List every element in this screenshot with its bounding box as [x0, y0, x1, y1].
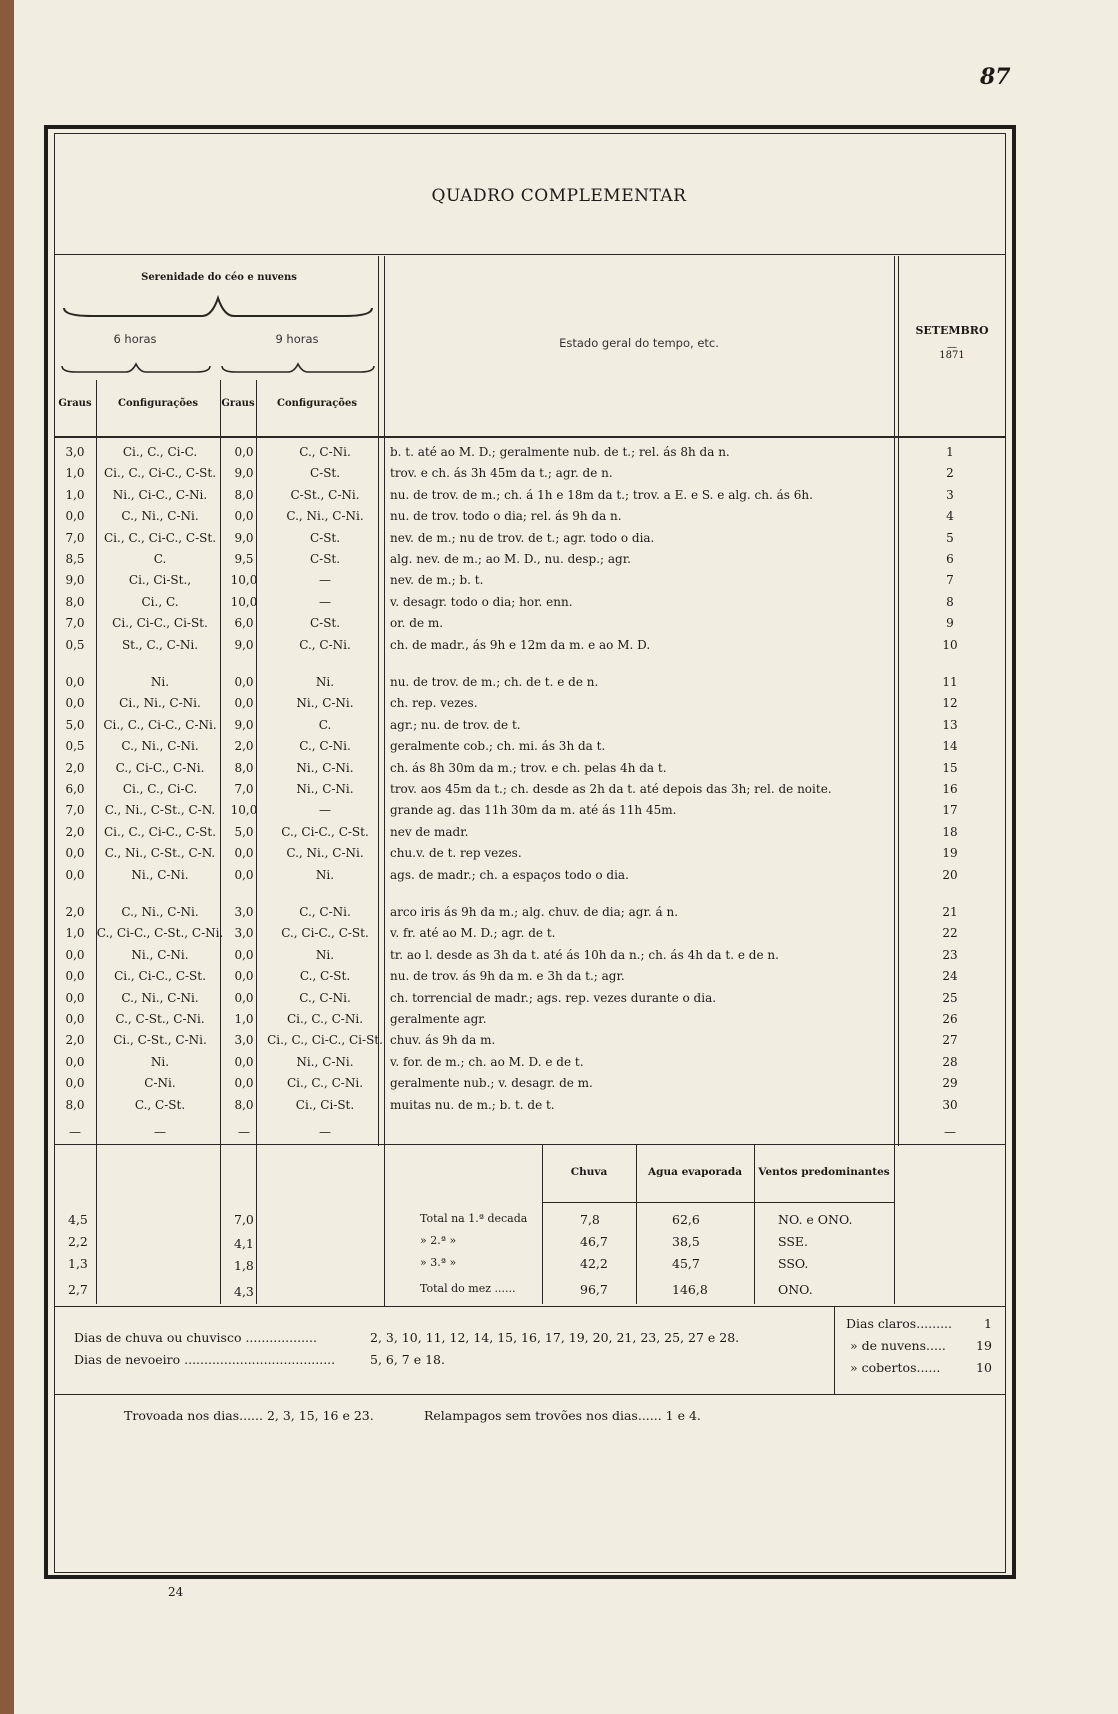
dias-claros-label: Dias claros.........	[846, 1316, 952, 1331]
config-6h: C.	[153, 552, 167, 566]
footer-top-rule	[54, 1306, 1006, 1307]
brace	[220, 360, 376, 378]
dias-nuvens-count: 19	[976, 1338, 992, 1353]
config-9h: C., Ci-C., C-St.	[281, 824, 369, 839]
graus-6h: 0,5	[65, 739, 85, 754]
summary-graus-6h: 1,3	[68, 1256, 88, 1271]
dash: —	[154, 1125, 166, 1139]
config-6h: C., Ci-C., C-Ni.	[115, 760, 205, 775]
header-config-9h: Configurações	[277, 398, 357, 409]
graus-6h: 3,0	[65, 445, 85, 459]
table-row	[56, 715, 1004, 736]
dia: 30	[942, 1097, 958, 1112]
graus-6h: 7,0	[65, 616, 85, 631]
graus-6h: 0,0	[65, 509, 85, 524]
page-number: 87	[980, 64, 1011, 90]
dia: 8	[946, 594, 954, 609]
config-9h: C., Ni., C-Ni.	[286, 509, 364, 524]
graus-9h: 10,0	[230, 803, 258, 818]
summary-agua: 146,8	[672, 1282, 708, 1297]
config-9h: C., C-Ni.	[299, 637, 351, 652]
graus-6h: 9,0	[65, 573, 85, 588]
summary-label: » 3.ª »	[420, 1256, 457, 1269]
dash: —	[69, 1125, 81, 1139]
config-6h: C., Ci-C., C-St., C-Ni.	[96, 926, 224, 941]
header-top-rule	[54, 254, 1006, 255]
page-title: QUADRO COMPLEMENTAR	[431, 186, 687, 206]
header-year-dash: —	[947, 342, 957, 353]
config-6h: Ni., C-Ni.	[131, 947, 189, 962]
brace	[62, 294, 374, 320]
col-divider	[834, 1306, 835, 1394]
dia: 7	[946, 573, 954, 588]
dia: 12	[942, 696, 958, 711]
table-row	[56, 1052, 1004, 1073]
summary-graus-9h: 4,3	[234, 1284, 254, 1299]
graus-9h: 0,0	[234, 969, 254, 984]
graus-9h: 0,0	[234, 509, 254, 524]
graus-9h: 5,0	[234, 824, 254, 839]
graus-6h: 5,0	[65, 717, 85, 732]
config-6h: Ci., C., Ci-C.	[122, 782, 198, 796]
config-6h: C., C-St.	[134, 1097, 186, 1112]
config-6h: Ci., C., Ci-C., C-Ni.	[103, 717, 217, 732]
summary-label: Total na 1.ª decada	[420, 1212, 528, 1225]
summary-chuva: 96,7	[580, 1282, 608, 1297]
graus-9h: 0,0	[234, 846, 254, 861]
relampagos-days: Relampagos sem trovões nos dias...... 1 e 4.	[424, 1408, 701, 1423]
summary-top-rule	[54, 1144, 1006, 1145]
graus-6h: 0,5	[65, 637, 85, 652]
table-row	[56, 736, 1004, 757]
dia: 21	[942, 905, 958, 919]
dia: 4	[946, 509, 954, 524]
header-config-6h: Configurações	[118, 398, 198, 409]
config-9h: Ni.	[315, 947, 335, 962]
graus-6h: 8,5	[65, 552, 85, 566]
estado-geral: nev. de m.; nu de trov. de t.; agr. todo o dia.	[390, 530, 655, 545]
estado-geral: trov. aos 45m da t.; ch. desde as 2h da t. até depois das 3h; rel. de noite.	[390, 782, 832, 796]
graus-6h: 0,0	[65, 675, 85, 689]
dia: 23	[942, 947, 958, 962]
graus-9h: 9,0	[234, 637, 254, 652]
graus-9h: 2,0	[234, 739, 254, 754]
config-9h: C.	[318, 717, 332, 732]
graus-9h: 9,5	[234, 552, 254, 566]
dia: 13	[942, 717, 958, 732]
graus-6h: 2,0	[65, 824, 85, 839]
summary-chuva: 42,2	[580, 1256, 608, 1271]
dia: 15	[942, 760, 958, 775]
config-9h: —	[319, 594, 331, 609]
estado-geral: nu. de trov. todo o dia; rel. ás 9h da n.	[390, 509, 622, 524]
table-row	[56, 672, 1004, 693]
dia: 27	[942, 1033, 958, 1048]
summary-agua: 38,5	[672, 1234, 700, 1249]
config-6h: C., Ni., C-Ni.	[121, 739, 199, 754]
table-row	[56, 442, 1004, 463]
estado-geral: nu. de trov. ás 9h da m. e 3h da t.; agr.	[390, 969, 625, 984]
estado-geral: ch. rep. vezes.	[390, 696, 478, 711]
config-9h: C-St.	[309, 552, 341, 566]
config-9h: C., C-Ni.	[299, 990, 351, 1005]
graus-6h: 0,0	[65, 969, 85, 984]
estado-geral: tr. ao l. desde as 3h da t. até ás 10h da n.; ch. ás 4h da t. e de n.	[390, 947, 779, 962]
graus-9h: 0,0	[234, 867, 254, 882]
table-row	[56, 1030, 1004, 1051]
config-9h: —	[319, 803, 331, 818]
graus-9h: 0,0	[234, 1076, 254, 1091]
estado-geral: ch. de madr., ás 9h e 12m da m. e ao M. D.	[390, 637, 651, 652]
dia: 16	[942, 782, 958, 796]
config-9h: C., C-Ni.	[299, 739, 351, 754]
config-9h: —	[319, 573, 331, 588]
estado-geral: v. desagr. todo o dia; hor. enn.	[390, 594, 573, 609]
config-6h: Ci., Ci-St.,	[128, 573, 192, 588]
graus-9h: 6,0	[234, 616, 254, 631]
table-row	[56, 613, 1004, 634]
graus-9h: 9,0	[234, 530, 254, 545]
dia: 24	[942, 969, 958, 984]
table-row	[56, 988, 1004, 1009]
header-ventos: Ventos predominantes	[758, 1166, 890, 1178]
config-9h: Ni., C-Ni.	[296, 782, 354, 796]
dash: —	[238, 1125, 250, 1139]
graus-9h: 9,0	[234, 466, 254, 481]
table-row	[56, 758, 1004, 779]
estado-geral: nev. de m.; b. t.	[390, 573, 484, 588]
config-6h: Ni.	[150, 1054, 170, 1069]
graus-6h: 1,0	[65, 466, 85, 481]
config-6h: St., C., C-Ni.	[121, 637, 199, 652]
dia: 22	[942, 926, 958, 941]
config-6h: Ci., Ci-C., Ci-St.	[112, 616, 208, 631]
graus-6h: 7,0	[65, 803, 85, 818]
graus-6h: 2,0	[65, 760, 85, 775]
dia: 2	[946, 466, 954, 481]
summary-graus-9h: 4,1	[234, 1236, 254, 1251]
estado-geral: chu.v. de t. rep vezes.	[390, 846, 522, 861]
estado-geral: geralmente nub.; v. desagr. de m.	[390, 1076, 593, 1091]
dia: 1	[946, 445, 954, 459]
graus-6h: 1,0	[65, 487, 85, 502]
estado-geral: nev de madr.	[390, 824, 469, 839]
config-9h: Ni., C-Ni.	[296, 696, 354, 711]
config-6h: Ci., Ni., C-Ni.	[119, 696, 201, 711]
summary-ventos: SSO.	[778, 1256, 809, 1271]
table-row	[56, 822, 1004, 843]
dia: 3	[946, 487, 954, 502]
config-9h: Ci., Ci-St.	[295, 1097, 355, 1112]
graus-9h: 0,0	[234, 696, 254, 711]
config-6h: Ci., C., Ci-C., C-St.	[103, 530, 217, 545]
header-6h: 6 horas	[113, 332, 157, 346]
chuva-days: 2, 3, 10, 11, 12, 14, 15, 16, 17, 19, 20, 21, 23, 25, 27 e 28.	[370, 1330, 740, 1345]
graus-9h: 8,0	[234, 760, 254, 775]
estado-geral: ch. ás 8h 30m da m.; trov. e ch. pelas 4h da t.	[390, 760, 667, 775]
header-year: 1871	[939, 350, 965, 361]
config-6h: Ci., C-St., C-Ni.	[113, 1033, 207, 1048]
estado-geral: arco iris ás 9h da m.; alg. chuv. de dia; agr. á n.	[390, 905, 679, 919]
dias-cobertos-label: » cobertos......	[850, 1360, 941, 1375]
table-row	[56, 945, 1004, 966]
graus-6h: 0,0	[65, 1012, 85, 1026]
dia: 18	[942, 824, 958, 839]
estado-geral: agr.; nu. de trov. de t.	[390, 717, 521, 732]
graus-6h: 7,0	[65, 530, 85, 545]
estado-geral: nu. de trov. de m.; ch. de t. e de n.	[390, 675, 599, 689]
table-row	[56, 592, 1004, 613]
config-9h: C., Ci-C., C-St.	[281, 926, 369, 941]
graus-9h: 0,0	[234, 675, 254, 689]
graus-9h: 3,0	[234, 905, 254, 919]
graus-9h: 9,0	[234, 717, 254, 732]
config-6h: C., Ni., C-Ni.	[121, 509, 199, 524]
config-9h: Ci., C., Ci-C., Ci-St.	[267, 1033, 383, 1048]
config-9h: C., Ni., C-Ni.	[286, 846, 364, 861]
config-9h: C-St.	[309, 466, 341, 481]
estado-geral: ags. de madr.; ch. a espaços todo o dia.	[390, 867, 629, 882]
config-6h: Ci., Ci-C., C-St.	[114, 969, 206, 984]
config-6h: Ci., C., Ci-C., C-St.	[103, 466, 217, 481]
dash: —	[944, 1125, 956, 1139]
graus-9h: 0,0	[234, 1054, 254, 1069]
table-row	[56, 779, 1004, 800]
dia: 29	[942, 1076, 958, 1091]
dia: 28	[942, 1054, 958, 1069]
trovoada-days: Trovoada nos dias...... 2, 3, 15, 16 e 23.	[124, 1408, 374, 1423]
table-row	[56, 902, 1004, 923]
chuva-days-label: Dias de chuva ou chuvisco ..................	[74, 1330, 317, 1345]
table-row	[56, 800, 1004, 821]
graus-9h: 8,0	[234, 1097, 254, 1112]
config-6h: Ni., Ci-C., C-Ni.	[112, 487, 208, 502]
config-9h: C-St.	[309, 616, 341, 631]
brace	[60, 360, 212, 378]
config-6h: Ni.	[150, 675, 170, 689]
table-row	[56, 1009, 1004, 1030]
config-9h: Ni.	[315, 675, 335, 689]
summary-chuva: 7,8	[580, 1212, 600, 1227]
config-6h: Ci., C., Ci-C.	[122, 445, 198, 459]
table-row	[56, 1095, 1004, 1116]
estado-geral: v. fr. até ao M. D.; agr. de t.	[390, 926, 556, 941]
table-row	[56, 693, 1004, 714]
dash: —	[319, 1125, 331, 1139]
dia: 17	[942, 803, 958, 818]
nevoeiro-days: 5, 6, 7 e 18.	[370, 1352, 445, 1367]
dia: 19	[942, 846, 958, 861]
estado-geral: nu. de trov. de m.; ch. á 1h e 18m da t.; trov. a E. e S. e alg. ch. ás 6h.	[390, 487, 813, 502]
dia: 11	[942, 675, 958, 689]
col-divider	[220, 1144, 221, 1304]
config-6h: C., Ni., C-St., C-N.	[104, 803, 216, 818]
dia: 25	[942, 990, 958, 1005]
graus-6h: 2,0	[65, 1033, 85, 1048]
table-row	[56, 635, 1004, 656]
config-6h: Ci., C.	[141, 594, 179, 609]
table-row	[56, 463, 1004, 484]
nevoeiro-days-label: Dias de nevoeiro ......................................	[74, 1352, 336, 1367]
dias-nuvens-label: » de nuvens.....	[850, 1338, 946, 1353]
table-row	[56, 506, 1004, 527]
graus-9h: 3,0	[234, 926, 254, 941]
header-month: SETEMBRO	[915, 324, 989, 337]
summary-graus-9h: 7,0	[234, 1212, 254, 1227]
graus-9h: 8,0	[234, 487, 254, 502]
footer-mid-rule	[54, 1394, 1006, 1395]
estado-geral: v. for. de m.; ch. ao M. D. e de t.	[390, 1054, 584, 1069]
graus-6h: 6,0	[65, 782, 85, 796]
graus-6h: 0,0	[65, 947, 85, 962]
estado-geral: or. de m.	[390, 616, 444, 631]
estado-geral: geralmente cob.; ch. mi. ás 3h da t.	[390, 739, 606, 754]
config-9h: C-St., C-Ni.	[290, 487, 360, 502]
estado-geral: ch. torrencial de madr.; ags. rep. vezes durante o dia.	[390, 990, 717, 1005]
dia: 10	[942, 637, 958, 652]
header-estado: Estado geral do tempo, etc.	[559, 336, 719, 350]
graus-6h: 0,0	[65, 846, 85, 861]
col-divider	[894, 1144, 895, 1304]
dia: 5	[946, 530, 954, 545]
dia: 9	[946, 616, 954, 631]
table-row	[56, 923, 1004, 944]
graus-9h: 0,0	[234, 947, 254, 962]
config-9h: Ni., C-Ni.	[296, 1054, 354, 1069]
config-9h: Ci., C., C-Ni.	[286, 1076, 364, 1091]
graus-6h: 0,0	[65, 1054, 85, 1069]
sheet-number: 24	[168, 1585, 184, 1599]
dia: 14	[942, 739, 958, 754]
config-6h: Ci., C., Ci-C., C-St.	[103, 824, 217, 839]
graus-6h: 0,0	[65, 1076, 85, 1091]
config-6h: C., C-St., C-Ni.	[115, 1012, 205, 1026]
table-row	[56, 528, 1004, 549]
graus-9h: 10,0	[230, 573, 258, 588]
config-9h: C., C-St.	[299, 969, 351, 984]
header-graus-9h: Graus	[221, 398, 255, 409]
summary-ventos: SSE.	[778, 1234, 809, 1249]
summary-graus-9h: 1,8	[234, 1258, 254, 1273]
dash-row	[56, 1122, 1004, 1143]
table-row	[56, 570, 1004, 591]
graus-6h: 8,0	[65, 594, 85, 609]
header-9h: 9 horas	[275, 332, 319, 346]
graus-6h: 2,0	[65, 905, 85, 919]
graus-9h: 10,0	[230, 594, 258, 609]
config-9h: C., C-Ni.	[299, 905, 351, 919]
table-row	[56, 865, 1004, 886]
summary-graus-6h: 2,2	[68, 1234, 88, 1249]
summary-graus-6h: 2,7	[68, 1282, 88, 1297]
estado-geral: geralmente agr.	[390, 1012, 487, 1026]
summary-label: » 2.ª »	[420, 1234, 457, 1247]
header-agua: Agua evaporada	[648, 1166, 742, 1178]
config-6h: C., Ni., C-St., C-N.	[104, 846, 216, 861]
book-binding	[0, 0, 14, 1714]
summary-agua: 62,6	[672, 1212, 700, 1227]
config-6h: Ni., C-Ni.	[131, 867, 189, 882]
estado-geral: muitas nu. de m.; b. t. de t.	[390, 1097, 555, 1112]
estado-geral: trov. e ch. ás 3h 45m da t.; agr. de n.	[390, 466, 613, 481]
estado-geral: chuv. ás 9h da m.	[390, 1033, 496, 1048]
header-graus-6h: Graus	[58, 398, 92, 409]
config-6h: C-Ni.	[144, 1076, 176, 1091]
header-chuva: Chuva	[570, 1166, 608, 1178]
header-bottom-rule	[54, 436, 1006, 438]
graus-6h: 0,0	[65, 990, 85, 1005]
graus-9h: 1,0	[234, 1012, 254, 1026]
graus-6h: 8,0	[65, 1097, 85, 1112]
estado-geral: alg. nev. de m.; ao M. D., nu. desp.; agr.	[390, 552, 631, 566]
graus-9h: 7,0	[234, 782, 254, 796]
estado-geral: b. t. até ao M. D.; geralmente nub. de t.; rel. ás 8h da n.	[390, 445, 730, 459]
dia: 6	[946, 552, 954, 566]
table-row	[56, 549, 1004, 570]
summary-subrule	[542, 1202, 894, 1203]
graus-6h: 0,0	[65, 867, 85, 882]
graus-9h: 0,0	[234, 990, 254, 1005]
table-row	[56, 843, 1004, 864]
graus-6h: 1,0	[65, 926, 85, 941]
config-9h: Ni., C-Ni.	[296, 760, 354, 775]
table-row	[56, 1073, 1004, 1094]
table-row	[56, 485, 1004, 506]
config-9h: Ni.	[315, 867, 335, 882]
summary-agua: 45,7	[672, 1256, 700, 1271]
estado-geral: grande ag. das 11h 30m da m. até ás 11h 45m.	[390, 803, 677, 818]
config-6h: C., Ni., C-Ni.	[121, 905, 199, 919]
summary-graus-6h: 4,5	[68, 1212, 88, 1227]
config-9h: C-St.	[309, 530, 341, 545]
header-serenidade: Serenidade do céo e nuvens	[141, 272, 297, 283]
dia: 26	[942, 1012, 958, 1026]
config-9h: Ci., C., C-Ni.	[286, 1012, 364, 1026]
col-divider	[256, 1144, 257, 1304]
summary-ventos: NO. e ONO.	[778, 1212, 853, 1227]
graus-9h: 3,0	[234, 1033, 254, 1048]
summary-label: Total do mez ......	[420, 1282, 516, 1295]
graus-9h: 0,0	[234, 445, 254, 459]
config-6h: C., Ni., C-Ni.	[121, 990, 199, 1005]
summary-chuva: 46,7	[580, 1234, 608, 1249]
col-divider	[96, 1144, 97, 1304]
dia: 20	[942, 867, 958, 882]
summary-ventos: ONO.	[778, 1282, 813, 1297]
dias-claros-count: 1	[984, 1316, 992, 1331]
dias-cobertos-count: 10	[976, 1360, 992, 1375]
config-9h: C., C-Ni.	[299, 445, 351, 459]
table-row	[56, 966, 1004, 987]
graus-6h: 0,0	[65, 696, 85, 711]
